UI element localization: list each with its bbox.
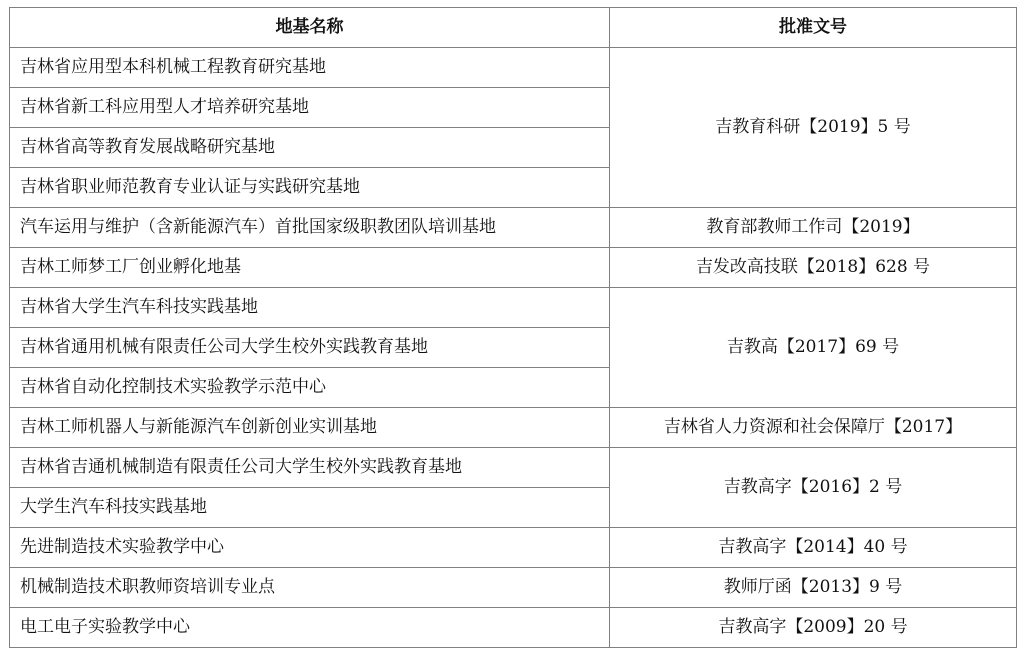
- approval-number-cell: 吉教高字【2014】40 号: [610, 528, 1017, 568]
- base-name-cell: 大学生汽车科技实践基地: [10, 488, 610, 528]
- table-body: [10, 48, 1017, 648]
- base-name-cell: 吉林工师机器人与新能源汽车创新创业实训基地: [10, 408, 610, 448]
- table-row: [10, 448, 1017, 488]
- table-row: [10, 568, 1017, 608]
- base-name-cell: 吉林省应用型本科机械工程教育研究基地: [10, 48, 610, 88]
- approval-number-cell: 吉教育科研【2019】5 号: [610, 48, 1017, 208]
- base-name-cell: 电工电子实验教学中心: [10, 608, 610, 648]
- base-name-cell: 吉林省自动化控制技术实验教学示范中心: [10, 368, 610, 408]
- approval-number-cell: 教师厅函【2013】9 号: [610, 568, 1017, 608]
- approval-number-cell: 吉教高字【2009】20 号: [610, 608, 1017, 648]
- table-row: [10, 248, 1017, 288]
- base-name-cell: 吉林省新工科应用型人才培养研究基地: [10, 88, 610, 128]
- base-name-cell: 吉林省大学生汽车科技实践基地: [10, 288, 610, 328]
- approval-number-cell: 吉林省人力资源和社会保障厅【2017】: [610, 408, 1017, 448]
- base-name-cell: 吉林省职业师范教育专业认证与实践研究基地: [10, 168, 610, 208]
- header-row: [10, 8, 1017, 48]
- table-row: [10, 208, 1017, 248]
- base-name-cell: 汽车运用与维护（含新能源汽车）首批国家级职教团队培训基地: [10, 208, 610, 248]
- table-header: [10, 8, 1017, 48]
- table-row: [10, 408, 1017, 448]
- approval-number-cell: 吉教高【2017】69 号: [610, 288, 1017, 408]
- base-name-cell: 吉林省高等教育发展战略研究基地: [10, 128, 610, 168]
- table-row: [10, 288, 1017, 328]
- base-name-cell: 吉林工师梦工厂创业孵化地基: [10, 248, 610, 288]
- approval-number-cell: 吉教高字【2016】2 号: [610, 448, 1017, 528]
- approval-number-cell: 教育部教师工作司【2019】: [610, 208, 1017, 248]
- base-name-cell: 吉林省通用机械有限责任公司大学生校外实践教育基地: [10, 328, 610, 368]
- base-name-cell: 吉林省吉通机械制造有限责任公司大学生校外实践教育基地: [10, 448, 610, 488]
- table-row: [10, 608, 1017, 648]
- column-header-name: 地基名称: [10, 8, 610, 48]
- bases-table: [9, 7, 1017, 648]
- base-name-cell: 先进制造技术实验教学中心: [10, 528, 610, 568]
- column-header-approval: 批准文号: [610, 8, 1017, 48]
- table-row: [10, 48, 1017, 88]
- approval-number-cell: 吉发改高技联【2018】628 号: [610, 248, 1017, 288]
- base-name-cell: 机械制造技术职教师资培训专业点: [10, 568, 610, 608]
- table-row: [10, 528, 1017, 568]
